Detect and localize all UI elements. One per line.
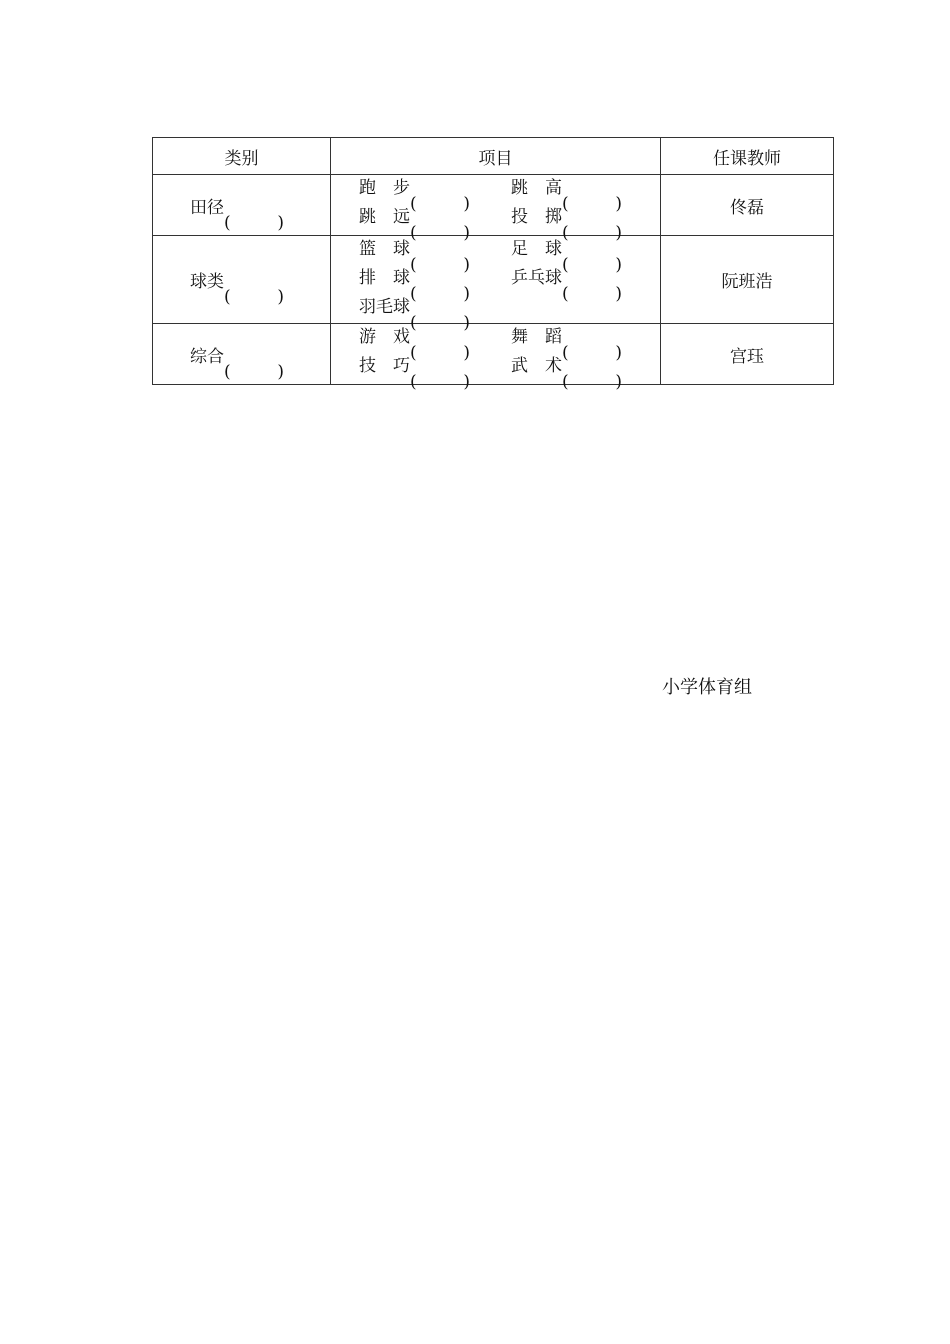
list-item: 跳 远 ( ) xyxy=(359,207,470,243)
list-item: 游 戏 ( ) xyxy=(359,327,470,363)
list-item: 足 球 ( ) xyxy=(511,239,622,275)
items-cell xyxy=(331,324,661,392)
list-item: 篮 球 ( ) xyxy=(359,239,470,275)
teacher-cell: 佟磊 xyxy=(661,175,834,236)
category-cell: 综合 ( ) xyxy=(153,324,331,385)
list-item: 武 术 ( ) xyxy=(511,356,622,392)
list-item: 乒乓球 ( ) xyxy=(511,268,622,304)
list-item: 跑 步 ( ) xyxy=(359,178,470,214)
items-cell xyxy=(331,175,661,243)
list-item: 投 掷 ( ) xyxy=(511,207,622,243)
list-item: 羽毛球 ( ) xyxy=(359,297,470,333)
category-label: 田径 xyxy=(190,197,224,218)
list-item: 技 巧 ( ) xyxy=(359,356,470,392)
teacher-cell: 宫珏 xyxy=(661,324,834,385)
table-row xyxy=(153,175,834,236)
table-row xyxy=(153,324,834,385)
list-item: 跳 高 ( ) xyxy=(511,178,622,214)
header-teacher: 任课教师 xyxy=(661,138,834,175)
items-cell xyxy=(331,236,661,333)
list-item: 舞 蹈 ( ) xyxy=(511,327,622,363)
category-label: 球类 xyxy=(190,272,224,292)
header-category: 类别 xyxy=(153,138,331,175)
course-table xyxy=(152,137,834,392)
table-row xyxy=(153,236,834,324)
category-cell: 田径 ( ) xyxy=(153,175,331,236)
header-items: 项目 xyxy=(331,138,661,175)
category-cell: 球类 ( ) xyxy=(153,236,331,324)
signature-text: 小学体育组 xyxy=(662,677,752,698)
teacher-cell: 阮班浩 xyxy=(661,236,834,324)
category-label: 综合 xyxy=(190,346,224,367)
list-item: 排 球 ( ) xyxy=(359,268,470,304)
table-header-row xyxy=(153,138,834,175)
